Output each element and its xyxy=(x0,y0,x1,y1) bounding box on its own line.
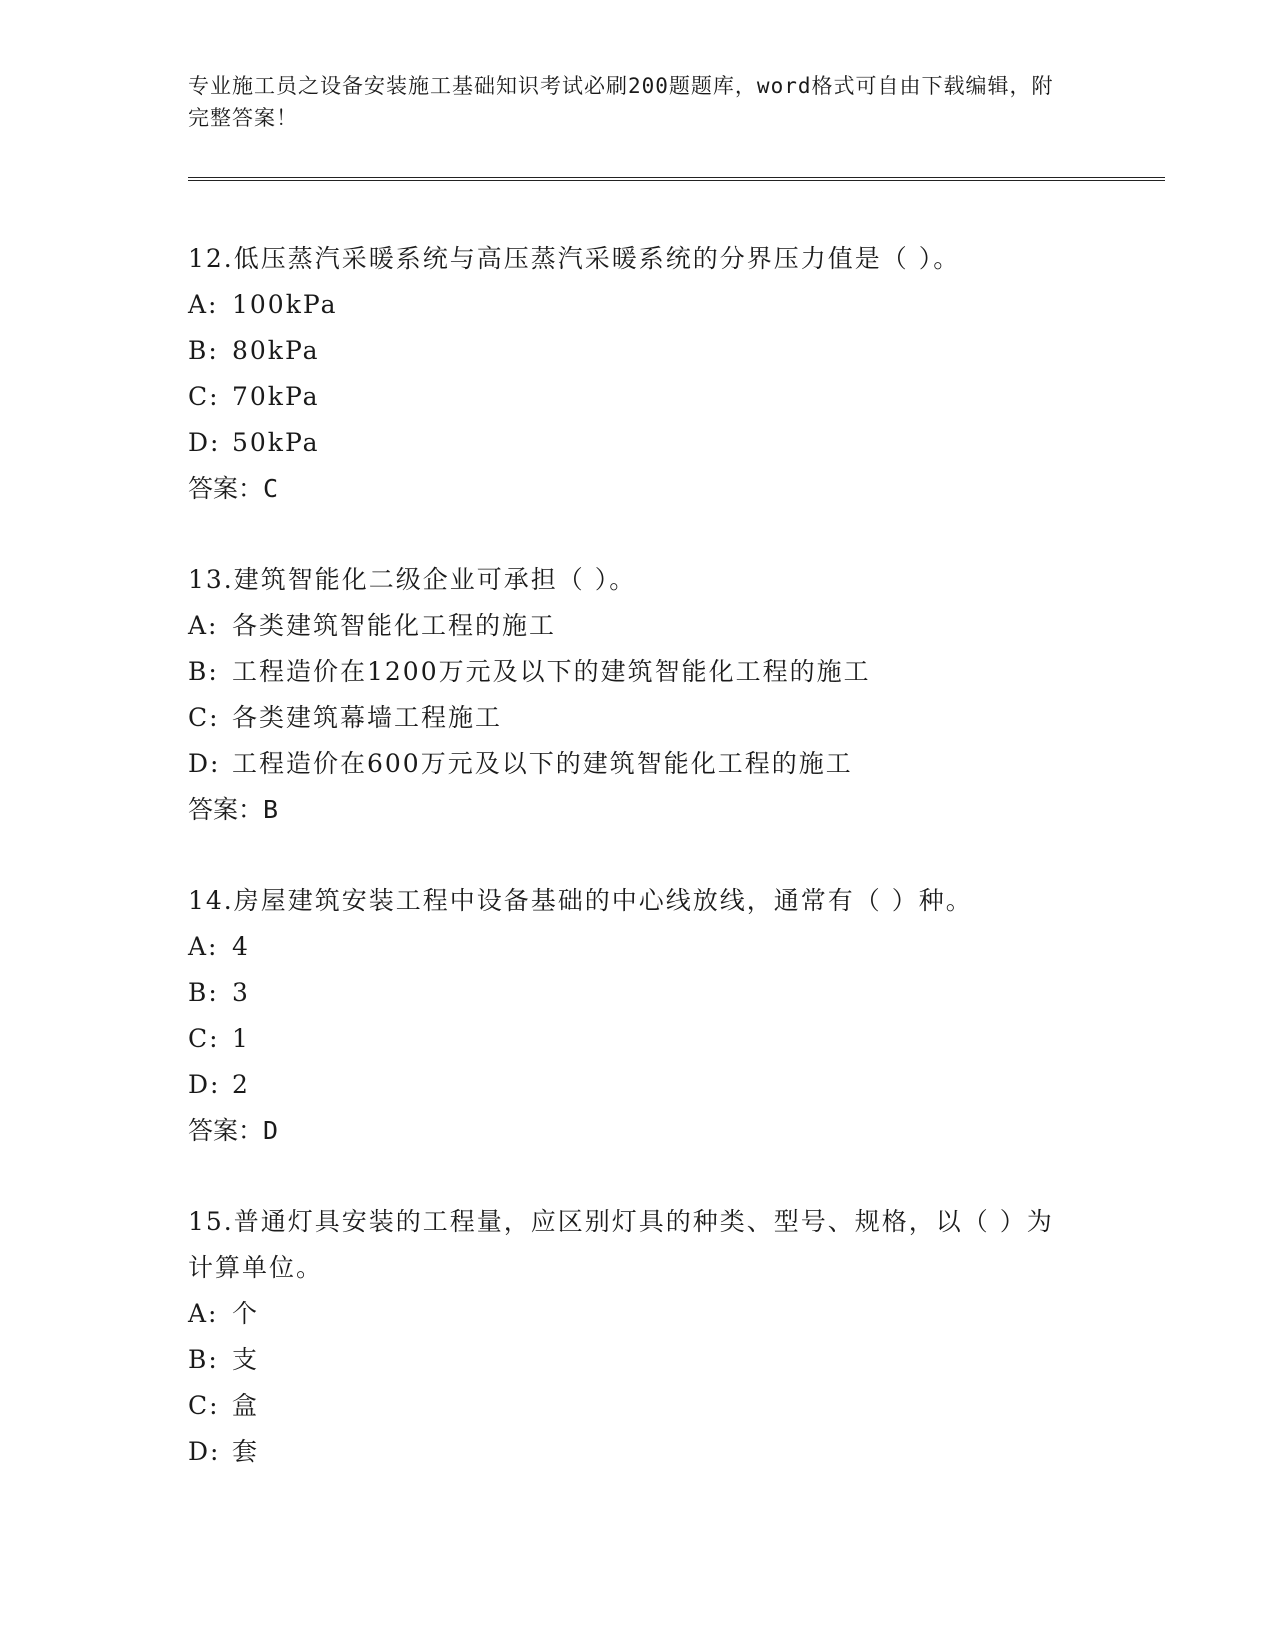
option-text: 70kPa xyxy=(232,382,320,411)
option-key: B: xyxy=(188,657,219,686)
option-c xyxy=(188,1383,1088,1429)
option-text: 工程造价在600万元及以下的建筑智能化工程的施工 xyxy=(232,749,853,778)
option-d xyxy=(188,1429,1088,1475)
option-key: D: xyxy=(188,1070,221,1099)
option-key: C: xyxy=(188,703,220,732)
option-key: D: xyxy=(188,1437,221,1466)
option-text: 盒 xyxy=(232,1391,260,1420)
option-c xyxy=(188,1016,1088,1062)
option-b xyxy=(188,328,1088,374)
option-c xyxy=(188,374,1088,420)
option-text: 个 xyxy=(232,1299,260,1328)
option-b xyxy=(188,970,1088,1016)
option-text: 3 xyxy=(232,978,250,1007)
option-text: 支 xyxy=(232,1345,260,1374)
answer-line: 答案：B xyxy=(188,795,279,824)
question-15 xyxy=(188,1199,1088,1475)
option-b xyxy=(188,649,1088,695)
option-d xyxy=(188,420,1088,466)
option-key: C: xyxy=(188,1391,220,1420)
question-13 xyxy=(188,557,1088,833)
answer-line: 答案：C xyxy=(188,474,279,503)
option-key: B: xyxy=(188,1345,219,1374)
question-14 xyxy=(188,878,1088,1154)
option-a xyxy=(188,924,1088,970)
document-title: 专业施工员之设备安装施工基础知识考试必刷200题题库，word格式可自由下载编辑，附完整答案！ xyxy=(188,74,1054,130)
option-key: D: xyxy=(188,749,221,778)
question-12 xyxy=(188,236,1088,512)
option-key: A: xyxy=(188,1299,219,1328)
option-text: 80kPa xyxy=(232,336,320,365)
question-stem: 14.房屋建筑安装工程中设备基础的中心线放线，通常有（ ）种。 xyxy=(188,886,973,915)
option-text: 1 xyxy=(232,1024,250,1053)
option-a xyxy=(188,282,1088,328)
option-key: B: xyxy=(188,336,219,365)
question-list xyxy=(188,236,1088,1520)
question-stem: 13.建筑智能化二级企业可承担（ ）。 xyxy=(188,565,637,594)
option-b xyxy=(188,1337,1088,1383)
option-d xyxy=(188,741,1088,787)
option-d xyxy=(188,1062,1088,1108)
option-key: B: xyxy=(188,978,219,1007)
option-text: 套 xyxy=(232,1437,260,1466)
option-key: C: xyxy=(188,1024,220,1053)
option-key: D: xyxy=(188,428,221,457)
document-header xyxy=(188,70,1068,134)
option-a xyxy=(188,603,1088,649)
question-stem: 15.普通灯具安装的工程量，应区别灯具的种类、型号、规格，以（ ）为计算单位。 xyxy=(188,1207,1054,1282)
option-key: A: xyxy=(188,611,219,640)
option-key: C: xyxy=(188,382,220,411)
option-text: 2 xyxy=(232,1070,250,1099)
answer-line: 答案：D xyxy=(188,1116,279,1145)
option-text: 4 xyxy=(232,932,250,961)
option-a xyxy=(188,1291,1088,1337)
option-key: A: xyxy=(188,290,219,319)
option-text: 工程造价在1200万元及以下的建筑智能化工程的施工 xyxy=(232,657,871,686)
option-text: 50kPa xyxy=(232,428,320,457)
option-c xyxy=(188,695,1088,741)
option-text: 100kPa xyxy=(232,290,338,319)
option-text: 各类建筑智能化工程的施工 xyxy=(232,611,557,640)
question-stem: 12.低压蒸汽采暖系统与高压蒸汽采暖系统的分界压力值是（ ）。 xyxy=(188,244,961,273)
header-double-rule xyxy=(188,177,1165,181)
option-key: A: xyxy=(188,932,219,961)
option-text: 各类建筑幕墙工程施工 xyxy=(232,703,503,732)
